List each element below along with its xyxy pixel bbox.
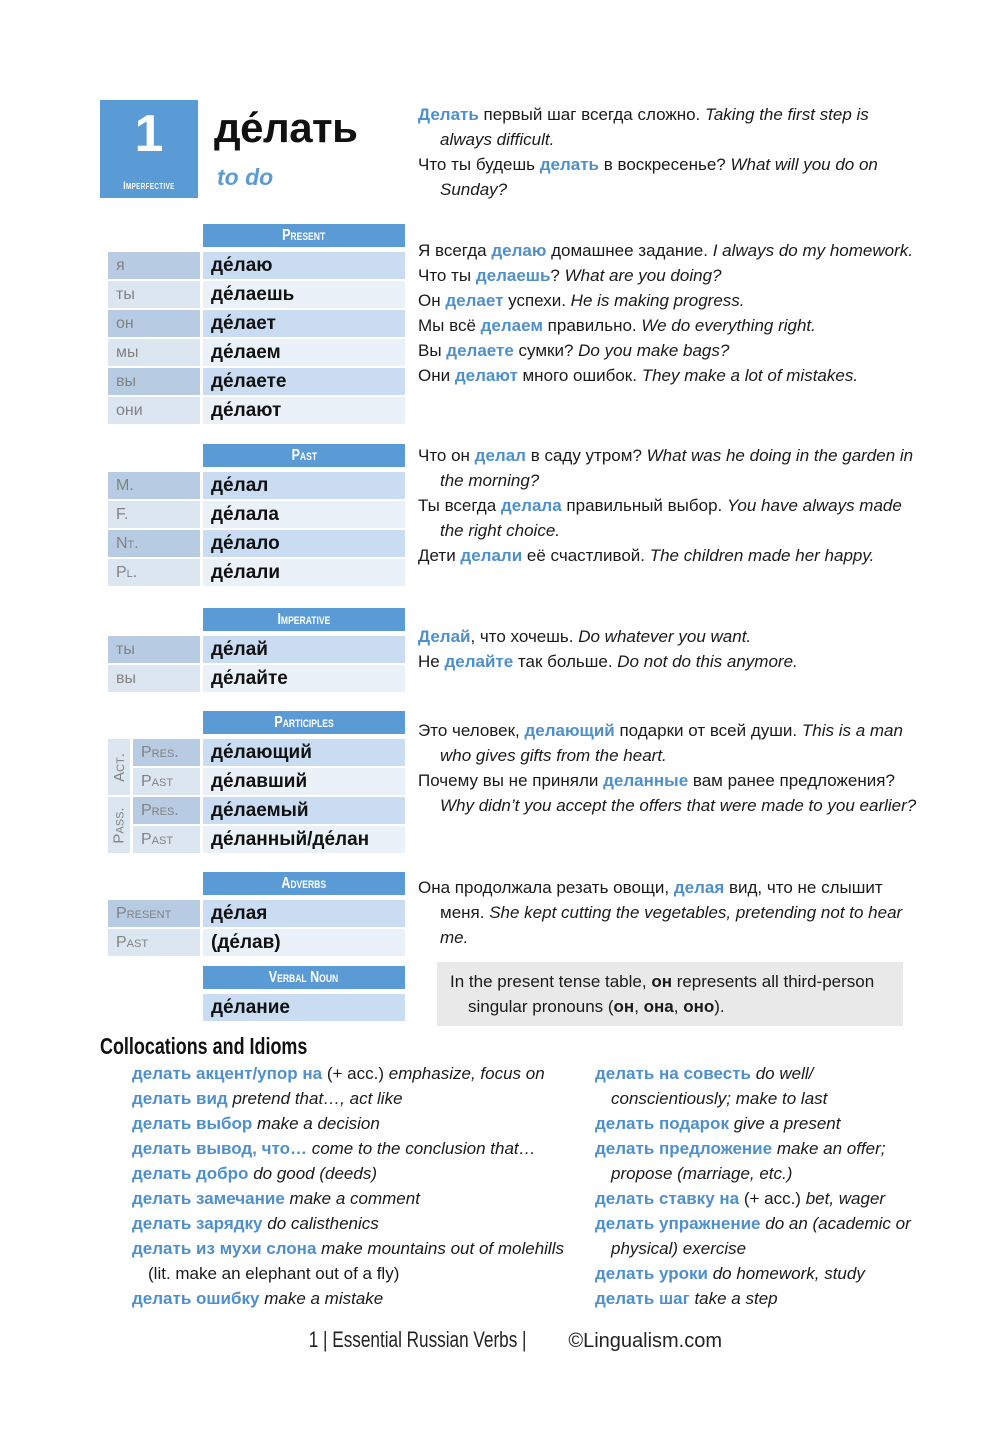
russian-text: так больше.	[513, 652, 618, 671]
russian-text: вид, что не слышит меня.	[440, 878, 883, 922]
table-row	[133, 739, 405, 766]
verb-highlight: Делать	[418, 105, 479, 124]
collocation-item	[132, 1086, 584, 1111]
english-translation: What was he doing in the garden in the morning?	[440, 446, 914, 490]
participle-group	[108, 739, 405, 795]
example-sentence	[418, 263, 918, 288]
verb-form: де́лаешь	[203, 281, 405, 308]
collocation-item	[132, 1111, 584, 1136]
russian-text: Ты всегда	[418, 496, 501, 515]
verb-form: де́лало	[203, 530, 405, 557]
participles-table-rows	[108, 739, 405, 853]
russian-text: оно	[683, 997, 715, 1016]
verb-form: де́ланный/де́лан	[203, 826, 405, 853]
pronoun-label: F.	[108, 501, 200, 528]
verbal-noun-table-rows	[203, 994, 405, 1021]
present-table-rows	[108, 252, 405, 424]
english-translation: do well/ conscientiously; make to last	[611, 1064, 828, 1108]
pronoun-label: Pl.	[108, 559, 200, 586]
example-sentence	[418, 493, 918, 543]
verb-highlight: делать добро	[132, 1164, 249, 1183]
collocation-item	[132, 1161, 584, 1186]
russian-text: её счастливой.	[522, 546, 650, 565]
verb-highlight: делал	[474, 446, 526, 465]
english-translation: This is a man who gives gifts from the heart.	[440, 721, 903, 765]
verb-form: де́лай	[203, 636, 405, 663]
russian-text: Он	[418, 291, 446, 310]
english-translation: make a mistake	[264, 1289, 384, 1308]
verb-form: де́лает	[203, 310, 405, 337]
table-title: Imperative	[277, 610, 331, 628]
english-translation: make a comment	[289, 1189, 420, 1208]
pronoun-label: Past	[108, 929, 200, 956]
verb-highlight: делала	[500, 496, 562, 515]
participles-table	[108, 711, 405, 855]
collocations-left-column	[132, 1061, 584, 1311]
russian-text: в воскресенье?	[599, 155, 731, 174]
table-row	[108, 310, 405, 337]
adverbs-table-rows	[108, 900, 405, 956]
verbal-noun-table-header	[203, 966, 405, 989]
russian-text: Что ты будешь	[418, 155, 540, 174]
russian-text: Я всегда	[418, 241, 492, 260]
russian-text: Вы	[418, 341, 447, 360]
verb-number-box	[100, 100, 198, 198]
verb-form: де́лайте	[203, 665, 405, 692]
table-row	[133, 826, 405, 853]
imperative-table	[108, 608, 405, 694]
verb-form: де́лание	[203, 994, 405, 1021]
example-sentence	[418, 238, 918, 263]
english-translation: Do whatever you want.	[578, 627, 752, 646]
pronoun-label: Nt.	[108, 530, 200, 557]
tense-label: Pres.	[133, 739, 200, 766]
english-translation: do good (deeds)	[253, 1164, 378, 1183]
intro-examples	[418, 102, 918, 202]
russian-text: (lit. make an elephant out of a fly)	[148, 1264, 400, 1283]
voice-label-text: Act.	[110, 752, 128, 782]
russian-text: Это человек,	[418, 721, 525, 740]
pronoun-label: вы	[108, 368, 200, 395]
verb-aspect-label: Imperfective	[123, 180, 175, 192]
english-translation: do an (academic or physical) exercise	[611, 1214, 911, 1258]
table-row	[108, 368, 405, 395]
russian-text: успехи.	[503, 291, 571, 310]
russian-text: In the present tense table,	[450, 972, 652, 991]
example-sentence	[418, 152, 918, 202]
verb-translation: to do	[217, 164, 274, 190]
past-table-header	[203, 444, 405, 467]
english-translation: Do you make bags?	[578, 341, 730, 360]
verb-highlight: делающий	[524, 721, 615, 740]
table-row	[108, 665, 405, 692]
example-sentence	[418, 543, 918, 568]
example-sentence	[418, 875, 918, 950]
english-translation: He is making progress.	[570, 291, 745, 310]
collocation-item	[132, 1211, 584, 1236]
collocation-item	[595, 1261, 925, 1286]
collocation-item	[132, 1061, 584, 1086]
table-row	[133, 797, 405, 824]
table-row	[108, 339, 405, 366]
english-translation: give a present	[733, 1114, 841, 1133]
english-translation: What are you doing?	[564, 266, 722, 285]
english-translation: make mountains out of molehills	[321, 1239, 564, 1258]
verb-highlight: делаю	[491, 241, 547, 260]
english-translation: They make a lot of mistakes.	[641, 366, 859, 385]
table-title: Verbal Noun	[269, 968, 339, 986]
pronoun-label: мы	[108, 339, 200, 366]
verb-form: де́лаемый	[203, 797, 405, 824]
table-row	[108, 501, 405, 528]
russian-text: Что ты	[418, 266, 476, 285]
example-sentence	[418, 102, 918, 152]
collocation-item	[595, 1211, 925, 1261]
russian-text: Они	[418, 366, 455, 385]
example-sentence	[418, 624, 918, 649]
adverbs-table-header	[203, 872, 405, 895]
verb-highlight: делать ставку на	[595, 1189, 740, 1208]
verb-highlight: Делай	[418, 627, 471, 646]
verb-highlight: делать замечание	[132, 1189, 285, 1208]
verb-highlight: делая	[673, 878, 725, 897]
pronoun-label: ты	[108, 281, 200, 308]
russian-text: подарки от всей души.	[614, 721, 802, 740]
page-footer	[0, 1327, 1000, 1353]
russian-text: он	[613, 997, 635, 1016]
verbal-noun-table	[203, 966, 405, 1023]
table-title: Participles	[274, 713, 334, 731]
english-translation: emphasize, focus on	[388, 1064, 545, 1083]
pronoun-label: вы	[108, 665, 200, 692]
participle-group	[108, 797, 405, 853]
example-sentence	[418, 768, 918, 818]
verb-highlight: делаешь	[475, 266, 551, 285]
verb-title: де́лать	[214, 104, 358, 151]
verb-highlight: делать на совесть	[595, 1064, 751, 1083]
table-title: Present	[282, 226, 326, 244]
collocations-heading: Collocations and Idioms	[100, 1033, 308, 1059]
collocation-item	[132, 1186, 584, 1211]
russian-text: (+ acc.)	[739, 1189, 806, 1208]
english-translation: We do everything right.	[641, 316, 816, 335]
collocation-item	[132, 1286, 584, 1311]
table-title: Past	[291, 446, 317, 464]
voice-label	[108, 797, 130, 853]
english-translation: What will you do on Sunday?	[440, 155, 878, 199]
russian-text: represents all third-person singular pronouns (	[468, 972, 875, 1016]
english-translation: You have always made the right choice.	[440, 496, 902, 540]
pronoun-label: он	[108, 310, 200, 337]
english-translation: She kept cutting the vegetables, pretending not to hear me.	[440, 903, 903, 947]
table-row	[108, 900, 405, 927]
imperative-examples	[418, 624, 918, 674]
pronoun-label: ты	[108, 636, 200, 663]
verb-form: (де́лав)	[203, 929, 405, 956]
russian-text: он	[651, 972, 672, 991]
table-row	[133, 768, 405, 795]
example-sentence	[418, 649, 918, 674]
verb-number: 1	[134, 105, 164, 163]
table-row	[108, 397, 405, 424]
verb-highlight: делать	[539, 155, 600, 174]
collocation-item	[595, 1286, 925, 1311]
russian-text: Она продолжала резать овощи,	[418, 878, 674, 897]
russian-text: в саду утром?	[525, 446, 647, 465]
russian-text: (+ acc.)	[322, 1064, 389, 1083]
verb-highlight: делать шаг	[595, 1289, 690, 1308]
verb-highlight: делать уроки	[595, 1264, 708, 1283]
russian-text: сумки?	[513, 341, 579, 360]
table-row	[108, 252, 405, 279]
present-table-header	[203, 224, 405, 247]
adverbs-table	[108, 872, 405, 958]
verb-form: де́лая	[203, 900, 405, 927]
english-translation: take a step	[694, 1289, 778, 1308]
russian-text: ,	[634, 997, 644, 1016]
pronoun-label: я	[108, 252, 200, 279]
russian-text: Мы всё	[418, 316, 481, 335]
past-table	[108, 444, 405, 588]
english-translation: come to the conclusion that…	[311, 1139, 536, 1158]
verb-form: де́лали	[203, 559, 405, 586]
english-translation: Why didn’t you accept the offers that were made to you earlier?	[440, 796, 917, 815]
english-translation: make an offer; propose (marriage, etc.)	[611, 1139, 886, 1183]
collocation-item	[595, 1061, 925, 1111]
example-sentence	[418, 718, 918, 768]
verb-highlight: делать упражнение	[595, 1214, 761, 1233]
collocation-item	[595, 1136, 925, 1186]
russian-text: Почему вы не приняли	[418, 771, 604, 790]
table-row	[108, 530, 405, 557]
example-sentence	[418, 443, 918, 493]
verb-highlight: делали	[460, 546, 523, 565]
english-translation: pretend that…, act like	[232, 1089, 403, 1108]
past-table-rows	[108, 472, 405, 586]
verb-highlight: делает	[445, 291, 504, 310]
participle-examples	[418, 718, 918, 818]
voice-label-text: Pass.	[110, 806, 128, 844]
table-row	[108, 559, 405, 586]
russian-text: Не	[418, 652, 445, 671]
verb-highlight: деланные	[603, 771, 689, 790]
collocation-item	[132, 1136, 584, 1161]
english-translation: make a decision	[256, 1114, 380, 1133]
imperative-table-header	[203, 608, 405, 631]
voice-label	[108, 739, 130, 795]
table-title: Adverbs	[281, 874, 327, 892]
verb-form: де́лают	[203, 397, 405, 424]
verb-highlight: делать из мухи слона	[132, 1239, 317, 1258]
table-row	[108, 472, 405, 499]
present-examples	[418, 238, 918, 388]
russian-text: Что он	[418, 446, 475, 465]
collocations-right-column	[595, 1061, 925, 1311]
verb-highlight: делать подарок	[595, 1114, 729, 1133]
verb-form: де́лаю	[203, 252, 405, 279]
usage-note	[437, 962, 903, 1026]
participle-group-rows	[133, 739, 405, 795]
english-translation: do calisthenics	[267, 1214, 379, 1233]
pronoun-label: они	[108, 397, 200, 424]
collocation-item	[595, 1111, 925, 1136]
russian-text: , что хочешь.	[470, 627, 579, 646]
table-row	[203, 994, 405, 1021]
russian-text: ,	[673, 997, 684, 1016]
russian-text: домашнее задание.	[546, 241, 713, 260]
russian-text: правильный выбор.	[561, 496, 727, 515]
tense-label: Pres.	[133, 797, 200, 824]
verb-form: де́лающий	[203, 739, 405, 766]
tense-label: Past	[133, 826, 200, 853]
verb-form: де́лаете	[203, 368, 405, 395]
verb-highlight: делать акцент/упор на	[132, 1064, 323, 1083]
verb-highlight: делать выбор	[132, 1114, 253, 1133]
pronoun-label: M.	[108, 472, 200, 499]
russian-text: Дети	[418, 546, 461, 565]
russian-text: ?	[550, 266, 565, 285]
english-translation: I always do my homework.	[712, 241, 913, 260]
russian-text: она	[643, 997, 674, 1016]
english-translation: Taking the first step is always difficult.	[440, 105, 869, 149]
russian-text: ).	[714, 997, 725, 1016]
footer-copyright: ©Lingualism.com	[568, 1330, 723, 1352]
verb-highlight: делают	[454, 366, 518, 385]
collocation-item	[595, 1186, 925, 1211]
english-translation: do homework, study	[712, 1264, 865, 1283]
example-sentence	[418, 313, 918, 338]
verb-form: де́лаем	[203, 339, 405, 366]
footer-series-label: 1 | Essential Russian Verbs |	[308, 1327, 527, 1352]
russian-text: много ошибок.	[517, 366, 642, 385]
english-translation: Do not do this anymore.	[617, 652, 798, 671]
imperative-table-rows	[108, 636, 405, 692]
russian-text: правильно.	[542, 316, 642, 335]
pronoun-label: Present	[108, 900, 200, 927]
example-sentence	[418, 363, 918, 388]
verb-highlight: делать зарядку	[132, 1214, 263, 1233]
verb-highlight: делать вывод, что…	[132, 1139, 307, 1158]
english-translation: The children made her happy.	[649, 546, 875, 565]
table-row	[108, 929, 405, 956]
verb-highlight: делаете	[446, 341, 514, 360]
present-table	[108, 224, 405, 426]
participle-group-rows	[133, 797, 405, 853]
verb-highlight: делайте	[444, 652, 514, 671]
verb-highlight: делаем	[480, 316, 543, 335]
verb-highlight: делать предложение	[595, 1139, 773, 1158]
table-row	[108, 636, 405, 663]
russian-text: первый шаг всегда сложно.	[478, 105, 706, 124]
russian-text: вам ранее предложения?	[688, 771, 895, 790]
adverb-examples	[418, 875, 918, 950]
example-sentence	[418, 288, 918, 313]
collocation-item	[132, 1236, 584, 1286]
verb-form: де́лавший	[203, 768, 405, 795]
example-sentence	[418, 338, 918, 363]
participles-table-header	[203, 711, 405, 734]
verb-highlight: делать вид	[132, 1089, 228, 1108]
table-row	[108, 281, 405, 308]
english-translation: bet, wager	[805, 1189, 886, 1208]
verb-highlight: делать ошибку	[132, 1289, 260, 1308]
verb-form: де́лал	[203, 472, 405, 499]
verb-form: де́лала	[203, 501, 405, 528]
past-examples	[418, 443, 918, 568]
tense-label: Past	[133, 768, 200, 795]
